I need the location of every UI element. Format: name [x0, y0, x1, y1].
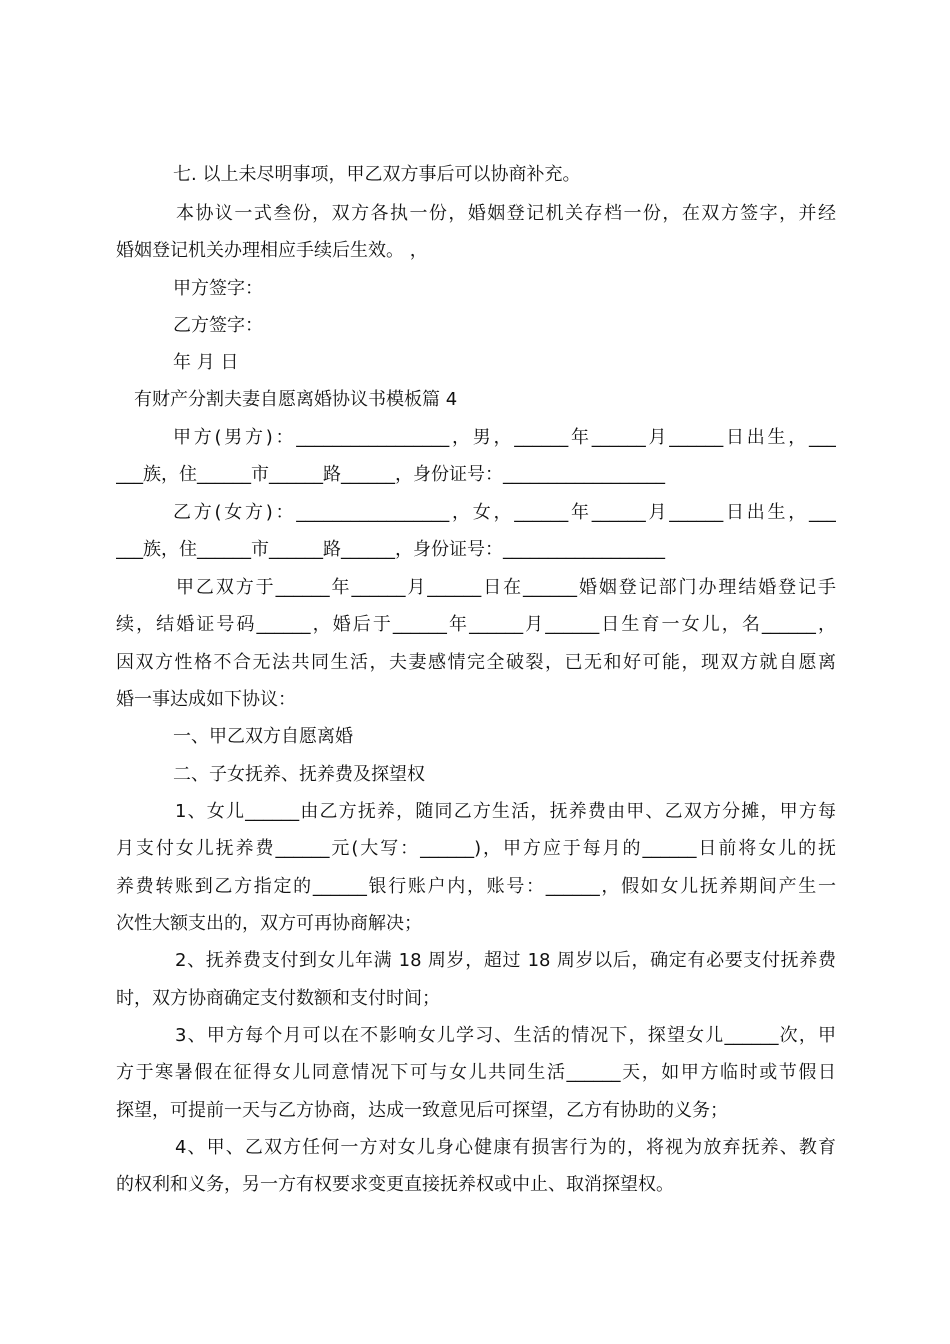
paragraph-line: 婚姻登记机关办理相应手续后生效。 ， [116, 240, 428, 261]
signature-line-party-b: 乙方签字： [173, 315, 263, 336]
paragraph-line: 时，双方协商确定支付数额和支付时间； [116, 988, 440, 1009]
paragraph-line: 乙方(女方)：_________________，女，______年______月______日出生，___ [173, 502, 836, 523]
paragraph-line: 月支付女儿抚养费______元(大写：______)，甲方应于每月的______日前将女儿的抚 [116, 838, 836, 859]
paragraph-line: 1、女儿______由乙方抚养，随同乙方生活，抚养费由甲、乙双方分摊，甲方每 [175, 801, 836, 822]
paragraph-line: 方于寒暑假在征得女儿同意情况下可与女儿共同生活______天，如甲方临时或节假日 [116, 1062, 836, 1083]
paragraph-line: 甲乙双方于______年______月______日在______婚姻登记部门办理结婚登记手 [176, 577, 836, 598]
paragraph-line: 2、抚养费支付到女儿年满 18 周岁，超过 18 周岁以后，确定有必要支付抚养费 [175, 950, 836, 971]
paragraph-line: 七. 以上未尽明事项，甲乙双方事后可以协商补充。 [173, 164, 581, 185]
signature-line-party-a: 甲方签字： [173, 278, 263, 299]
date-line: 年 月 日 [173, 352, 239, 373]
clause-heading: 二、子女抚养、抚养费及探望权 [173, 764, 425, 785]
paragraph-line: 4、甲、乙双方任何一方对女儿身心健康有损害行为的，将视为放弃抚养、教育 [175, 1137, 836, 1158]
paragraph-line: 次性大额支出的，双方可再协商解决； [116, 913, 422, 934]
clause-heading: 一、甲乙双方自愿离婚 [173, 726, 353, 747]
paragraph-line: 甲方(男方)：_________________，男，______年______月______日出生，___ [173, 427, 836, 448]
paragraph-line: 因双方性格不合无法共同生活，夫妻感情完全破裂，已无和好可能，现双方就自愿离 [116, 652, 836, 673]
paragraph-line: 续，结婚证号码______，婚后于______年______月______日生育一女儿，名______， [116, 614, 836, 635]
paragraph-line: 的权利和义务，另一方有权要求变更直接抚养权或中止、取消探望权。 [116, 1174, 674, 1195]
paragraph-line: 探望，可提前一天与乙方协商，达成一致意见后可探望，乙方有协助的义务； [116, 1100, 728, 1121]
paragraph-line: 本协议一式叁份，双方各执一份，婚姻登记机关存档一份，在双方签字，并经 [176, 203, 836, 224]
paragraph-line: ___族，住______市______路______，身份证号：__________________ [116, 539, 665, 560]
paragraph-line: 养费转账到乙方指定的______银行账户内，账号：______，假如女儿抚养期间产生一 [116, 876, 836, 897]
paragraph-line: 婚一事达成如下协议： [116, 689, 296, 710]
paragraph-line: ___族，住______市______路______，身份证号：__________________ [116, 464, 665, 485]
section-title: 有财产分割夫妻自愿离婚协议书模板篇 4 [134, 389, 458, 410]
paragraph-line: 3、甲方每个月可以在不影响女儿学习、生活的情况下，探望女儿______次，甲 [175, 1025, 836, 1046]
